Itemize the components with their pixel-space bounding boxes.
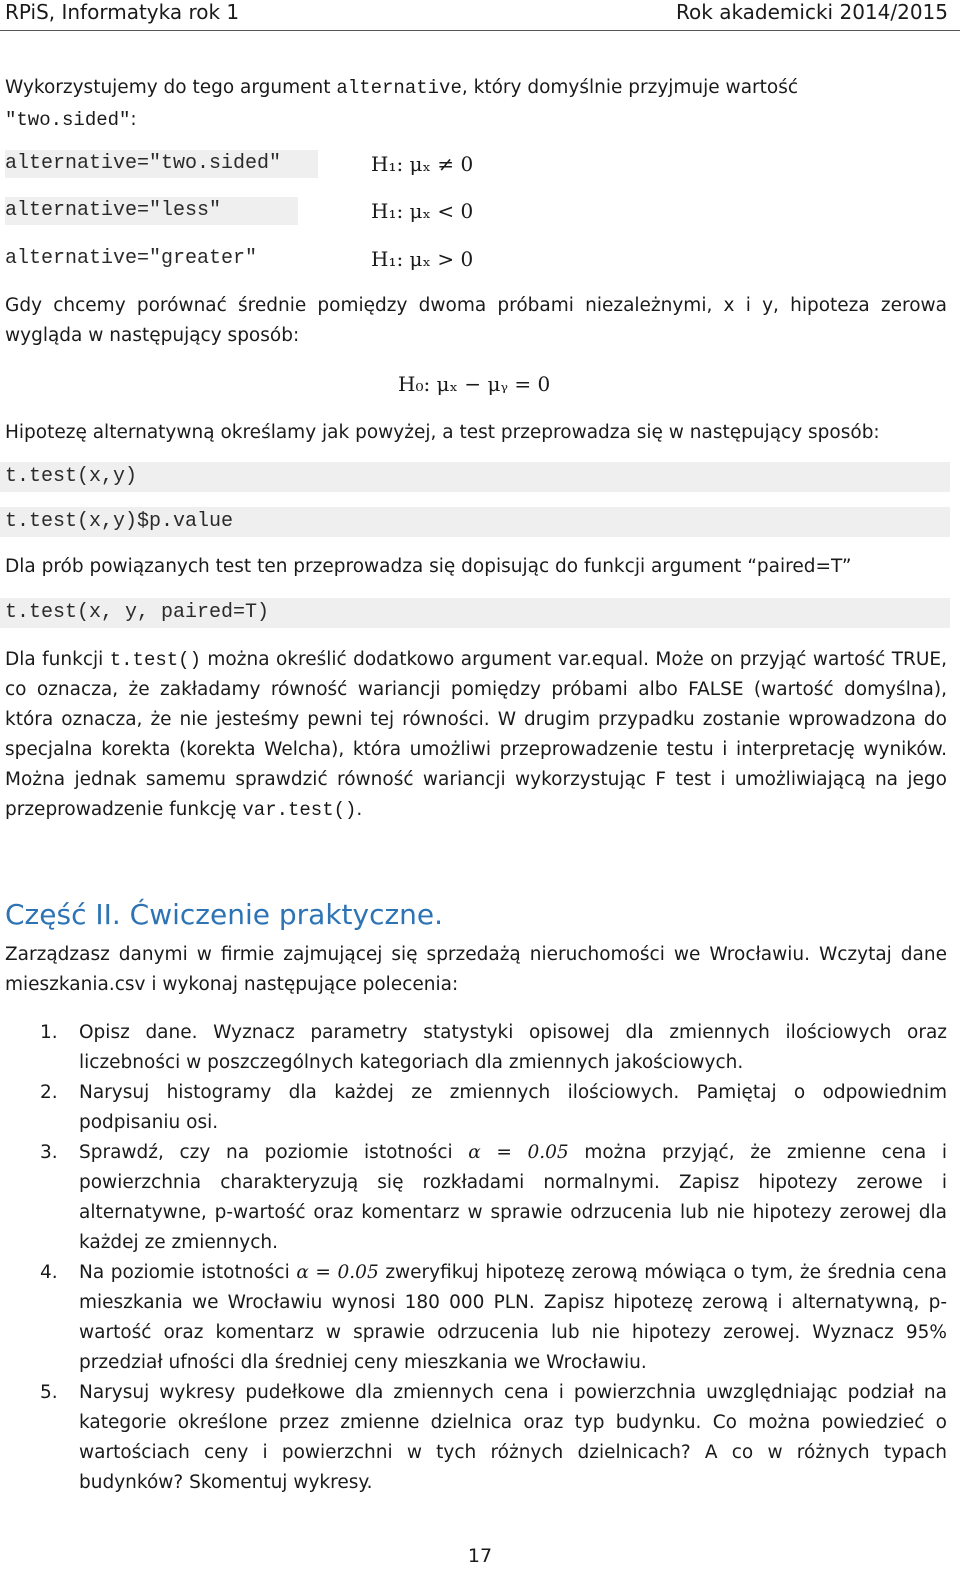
- code-line-paired: t.test(x, y, paired=T): [0, 598, 950, 628]
- header-rule: [0, 30, 960, 31]
- task-number: 1.: [40, 1022, 58, 1043]
- two-sample-paragraph: Gdy chcemy porównać średnie pomiędzy dwoma próbami niezależnymi, x i y, hipoteza zerowa wygląda w następujący sposób:: [5, 295, 947, 346]
- varequal-text-2: można określić dodatkowo argument var.equal. Może on przyjąć wartość TRUE, co oznacza, że zakładamy równość wariancji pomiędzy próbami albo FALSE (wartość domyślna), która oznacza, że nie jesteśmy pewni tej równości. W drugim przypadku zostanie wprowadzona do specjalna korekta (korekta Welcha), która umożliwi przeprowadzenie testu i interpretację wyników. Można jednak samemu sprawdzić równość wariancji wykorzystując F test i umożliwiającą na jego przeprowadzenie funkcję: [5, 649, 947, 820]
- page-number: 17: [467, 1545, 493, 1567]
- task-item-3: [0, 1138, 947, 1258]
- task-number: 2.: [40, 1082, 58, 1103]
- task-item-4: [0, 1258, 947, 1378]
- alt-hyp-less: H₁: μₓ < 0: [371, 199, 474, 223]
- h0-formula: H₀: μₓ − μᵧ = 0: [398, 372, 551, 396]
- varequal-code-ttest: t.test(): [109, 649, 201, 671]
- task-text: Opisz dane. Wyznacz parametry statystyki opisowej dla zmiennych ilościowych oraz liczebności w poszczególnych kategoriach dla zmiennych jakościowych.: [79, 1022, 947, 1073]
- task-text-post: można przyjąć, że zmienne cena i powierzchnia charakteryzują się rozkładami normalnymi. Zapisz hipotezy zerowe i alternatywne, p-wartość oraz komentarz w sprawie odrzucenia lub nie hipotezy zerowej dla każdej ze zmiennych.: [79, 1142, 948, 1253]
- task-item-5: [0, 1378, 947, 1498]
- task-text: Narysuj wykresy pudełkowe dla zmiennych cena i powierzchnia uwzględniając podział na kategorie określone przez zmienne dzielnica oraz typ budynku. Co można powiedzieć o wartościach ceny i powierzchni w tych różnych dzielnicach? A co w różnych typach budynków? Skomentuj wykresy.: [79, 1382, 947, 1493]
- alt-hyp-greater: H₁: μₓ > 0: [371, 247, 474, 271]
- varequal-code-vartest: var.test(): [242, 799, 357, 821]
- alpha-formula: α = 0.05: [468, 1142, 569, 1163]
- alt-hyp-two-sided: H₁: μₓ ≠ 0: [371, 152, 474, 176]
- header-right: Rok akademicki 2014/2015: [676, 0, 948, 24]
- intro-text-a: Wykorzystujemy do tego argument: [5, 77, 337, 98]
- section-intro: Zarządzasz danymi w firmie zajmującej się sprzedażą nieruchomości we Wrocławiu. Wczytaj dane mieszkania.csv i wykonaj następujące polecenia:: [5, 944, 947, 995]
- task-number: 4.: [40, 1262, 58, 1283]
- alt-code-greater: alternative="greater": [5, 247, 258, 270]
- varequal-paragraph: [5, 645, 947, 825]
- task-text-pre: Sprawdź, czy na poziomie istotności: [79, 1142, 469, 1163]
- intro-code-two-sided: "two.sided": [5, 109, 131, 131]
- intro-paragraph: [5, 72, 947, 136]
- task-text-pre: Na poziomie istotności: [79, 1262, 297, 1283]
- header-left: RPiS, Informatyka rok 1: [5, 0, 240, 24]
- intro-text-c: :: [130, 109, 137, 130]
- varequal-text-3: .: [356, 799, 363, 820]
- intro-text-b: , który domyślnie przyjmuje wartość: [461, 77, 799, 98]
- code-line-pvalue: t.test(x,y)$p.value: [0, 507, 950, 537]
- alt-test-paragraph: Hipotezę alternatywną określamy jak powyżej, a test przeprowadza się w następujący sposób:: [5, 422, 880, 443]
- alt-code-less: alternative="less": [5, 197, 298, 225]
- task-list: [0, 1018, 947, 1498]
- task-number: 5.: [40, 1382, 58, 1403]
- paired-paragraph: Dla prób powiązanych test ten przeprowadza się dopisując do funkcji argument “paired=T”: [5, 556, 852, 577]
- task-number: 3.: [40, 1142, 58, 1163]
- section-title: Część II. Ćwiczenie praktyczne.: [5, 898, 444, 931]
- varequal-text-1: Dla funkcji: [5, 649, 110, 670]
- alpha-formula: α = 0.05: [296, 1262, 379, 1283]
- alt-code-two-sided: alternative="two.sided": [5, 150, 318, 178]
- task-text-post: zweryfikuj hipotezę zerową mówiąca o tym, że średnia cena mieszkania we Wrocławiu wynosi 180 000 PLN. Zapisz hipotezę zerową i alternatywną, p-wartość oraz komentarz w sprawie odrzucenia lub nie hipotezy zerowej. Wyznacz 95% przedział ufności dla średniej ceny mieszkania we Wrocławiu.: [79, 1262, 947, 1373]
- task-item-2: [0, 1078, 947, 1138]
- code-line-ttest: t.test(x,y): [0, 462, 950, 492]
- intro-code-alternative: alternative: [336, 77, 462, 99]
- task-item-1: [0, 1018, 947, 1078]
- task-text: Narysuj histogramy dla każdej ze zmiennych ilościowych. Pamiętaj o odpowiednim podpisaniu osi.: [79, 1082, 947, 1133]
